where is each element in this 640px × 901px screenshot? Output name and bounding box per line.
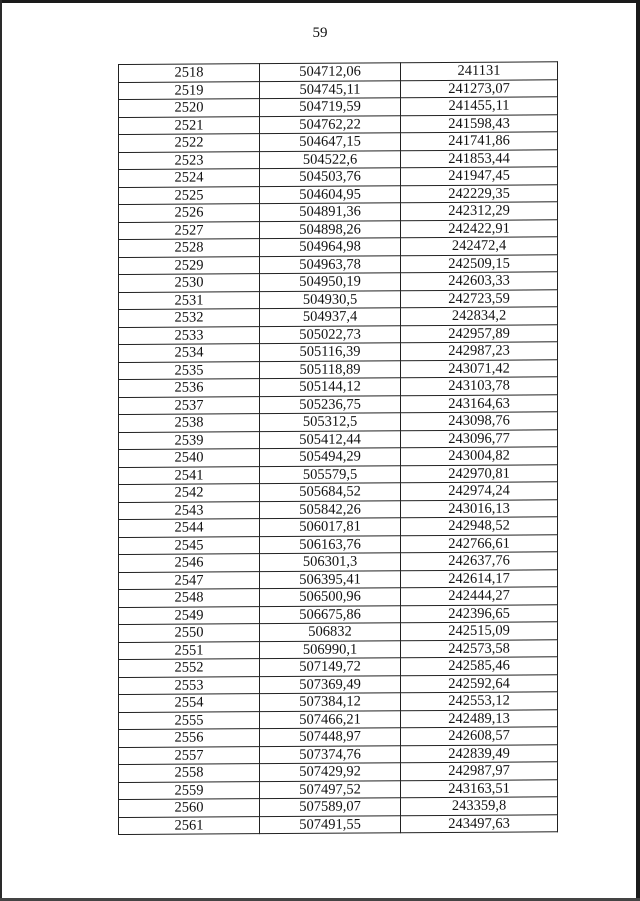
y-coordinate-cell: 242573,58 [401,639,558,657]
point-number-cell: 2519 [119,81,260,99]
point-number-cell: 2554 [119,694,260,712]
x-coordinate-cell: 504719,59 [260,98,401,116]
point-number-cell: 2551 [119,641,260,659]
point-number-cell: 2532 [119,309,260,327]
x-coordinate-cell: 504898,26 [260,220,401,238]
y-coordinate-cell: 241947,45 [401,167,558,185]
x-coordinate-cell: 504950,19 [260,273,401,291]
point-number-cell: 2528 [119,239,260,257]
x-coordinate-cell: 506017,81 [260,518,401,536]
x-coordinate-cell: 505022,73 [260,325,401,343]
y-coordinate-cell: 242723,59 [401,289,558,307]
point-number-cell: 2553 [119,676,260,694]
y-coordinate-cell: 242839,49 [401,744,558,762]
y-coordinate-cell: 241853,44 [401,149,558,167]
y-coordinate-cell: 241741,86 [401,132,558,150]
y-coordinate-cell: 241131 [401,62,558,80]
point-number-cell: 2547 [119,571,260,589]
y-coordinate-cell: 241598,43 [401,114,558,132]
point-number-cell: 2540 [119,449,260,467]
point-number-cell: 2548 [119,589,260,607]
y-coordinate-cell: 242970,81 [401,464,558,482]
scan-border-right [636,0,640,901]
y-coordinate-cell: 243098,76 [401,412,558,430]
scan-border-left [0,0,2,901]
scan-border-top [0,0,640,3]
x-coordinate-cell: 505494,29 [260,448,401,466]
y-coordinate-cell: 243103,78 [401,377,558,395]
x-coordinate-cell: 506990,1 [260,640,401,658]
y-coordinate-cell: 242509,15 [401,254,558,272]
x-coordinate-cell: 506500,96 [260,588,401,606]
x-coordinate-cell: 507497,52 [260,780,401,798]
point-number-cell: 2518 [119,64,260,82]
x-coordinate-cell: 504503,76 [260,168,401,186]
point-number-cell: 2527 [119,221,260,239]
point-number-cell: 2560 [119,799,260,817]
y-coordinate-cell: 242444,27 [401,587,558,605]
y-coordinate-cell: 242987,97 [401,762,558,780]
x-coordinate-cell: 504712,06 [260,63,401,81]
y-coordinate-cell: 243016,13 [401,499,558,517]
point-number-cell: 2544 [119,519,260,537]
x-coordinate-cell: 507466,21 [260,710,401,728]
y-coordinate-cell: 242948,52 [401,517,558,535]
y-coordinate-cell: 242312,29 [401,202,558,220]
x-coordinate-cell: 507374,76 [260,745,401,763]
y-coordinate-cell: 242957,89 [401,324,558,342]
point-number-cell: 2533 [119,326,260,344]
point-number-cell: 2561 [119,816,260,834]
point-number-cell: 2541 [119,466,260,484]
y-coordinate-cell: 242229,35 [401,184,558,202]
point-number-cell: 2524 [119,169,260,187]
x-coordinate-cell: 505116,39 [260,343,401,361]
y-coordinate-cell: 242515,09 [401,622,558,640]
point-number-cell: 2559 [119,781,260,799]
point-number-cell: 2550 [119,624,260,642]
y-coordinate-cell: 242553,12 [401,692,558,710]
point-number-cell: 2549 [119,606,260,624]
y-coordinate-cell: 242987,23 [401,342,558,360]
x-coordinate-cell: 505236,75 [260,395,401,413]
x-coordinate-cell: 504964,98 [260,238,401,256]
x-coordinate-cell: 504647,15 [260,133,401,151]
coordinates-table-body [119,62,558,835]
x-coordinate-cell: 506301,3 [260,553,401,571]
x-coordinate-cell: 504745,11 [260,80,401,98]
y-coordinate-cell: 242603,33 [401,272,558,290]
point-number-cell: 2538 [119,414,260,432]
point-number-cell: 2530 [119,274,260,292]
point-number-cell: 2537 [119,396,260,414]
point-number-cell: 2523 [119,151,260,169]
point-number-cell: 2545 [119,536,260,554]
y-coordinate-cell: 242637,76 [401,552,558,570]
point-number-cell: 2534 [119,344,260,362]
point-number-cell: 2555 [119,711,260,729]
point-number-cell: 2539 [119,431,260,449]
x-coordinate-cell: 507369,49 [260,675,401,693]
y-coordinate-cell: 243096,77 [401,429,558,447]
x-coordinate-cell: 504891,36 [260,203,401,221]
y-coordinate-cell: 241273,07 [401,79,558,97]
y-coordinate-cell: 242489,13 [401,709,558,727]
x-coordinate-cell: 505579,5 [260,465,401,483]
x-coordinate-cell: 507149,72 [260,658,401,676]
y-coordinate-cell: 243164,63 [401,394,558,412]
x-coordinate-cell: 504762,22 [260,115,401,133]
point-number-cell: 2529 [119,256,260,274]
point-number-cell: 2557 [119,746,260,764]
point-number-cell: 2521 [119,116,260,134]
y-coordinate-cell: 243163,51 [401,779,558,797]
x-coordinate-cell: 505144,12 [260,378,401,396]
x-coordinate-cell: 507429,92 [260,763,401,781]
x-coordinate-cell: 505118,89 [260,360,401,378]
y-coordinate-cell: 242592,64 [401,674,558,692]
y-coordinate-cell: 243071,42 [401,359,558,377]
table-row [119,814,558,834]
y-coordinate-cell: 242766,61 [401,534,558,552]
point-number-cell: 2552 [119,659,260,677]
x-coordinate-cell: 507384,12 [260,693,401,711]
x-coordinate-cell: 506395,41 [260,570,401,588]
point-number-cell: 2520 [119,99,260,117]
y-coordinate-cell: 242834,2 [401,307,558,325]
x-coordinate-cell: 505312,5 [260,413,401,431]
y-coordinate-cell: 242585,46 [401,657,558,675]
x-coordinate-cell: 505412,44 [260,430,401,448]
x-coordinate-cell: 504604,95 [260,185,401,203]
page-number: 59 [312,25,328,41]
y-coordinate-cell: 242608,57 [401,727,558,745]
x-coordinate-cell: 504963,78 [260,255,401,273]
y-coordinate-cell: 243004,82 [401,447,558,465]
y-coordinate-cell: 242974,24 [401,482,558,500]
point-number-cell: 2558 [119,764,260,782]
y-coordinate-cell: 243359,8 [401,797,558,815]
x-coordinate-cell: 507589,07 [260,798,401,816]
y-coordinate-cell: 242614,17 [401,569,558,587]
point-number-cell: 2531 [119,291,260,309]
point-number-cell: 2525 [119,186,260,204]
y-coordinate-cell: 242422,91 [401,219,558,237]
point-number-cell: 2536 [119,379,260,397]
point-number-cell: 2522 [119,134,260,152]
x-coordinate-cell: 506832 [260,623,401,641]
y-coordinate-cell: 243497,63 [401,814,558,832]
point-number-cell: 2556 [119,729,260,747]
x-coordinate-cell: 507448,97 [260,728,401,746]
x-coordinate-cell: 506675,86 [260,605,401,623]
y-coordinate-cell: 241455,11 [401,97,558,115]
point-number-cell: 2526 [119,204,260,222]
x-coordinate-cell: 504930,5 [260,290,401,308]
x-coordinate-cell: 504522,6 [260,150,401,168]
coordinates-table [118,61,558,835]
x-coordinate-cell: 505684,52 [260,483,401,501]
point-number-cell: 2546 [119,554,260,572]
x-coordinate-cell: 505842,26 [260,500,401,518]
y-coordinate-cell: 242472,4 [401,237,558,255]
point-number-cell: 2535 [119,361,260,379]
x-coordinate-cell: 504937,4 [260,308,401,326]
point-number-cell: 2542 [119,484,260,502]
x-coordinate-cell: 507491,55 [260,815,401,833]
y-coordinate-cell: 242396,65 [401,604,558,622]
x-coordinate-cell: 506163,76 [260,535,401,553]
point-number-cell: 2543 [119,501,260,519]
